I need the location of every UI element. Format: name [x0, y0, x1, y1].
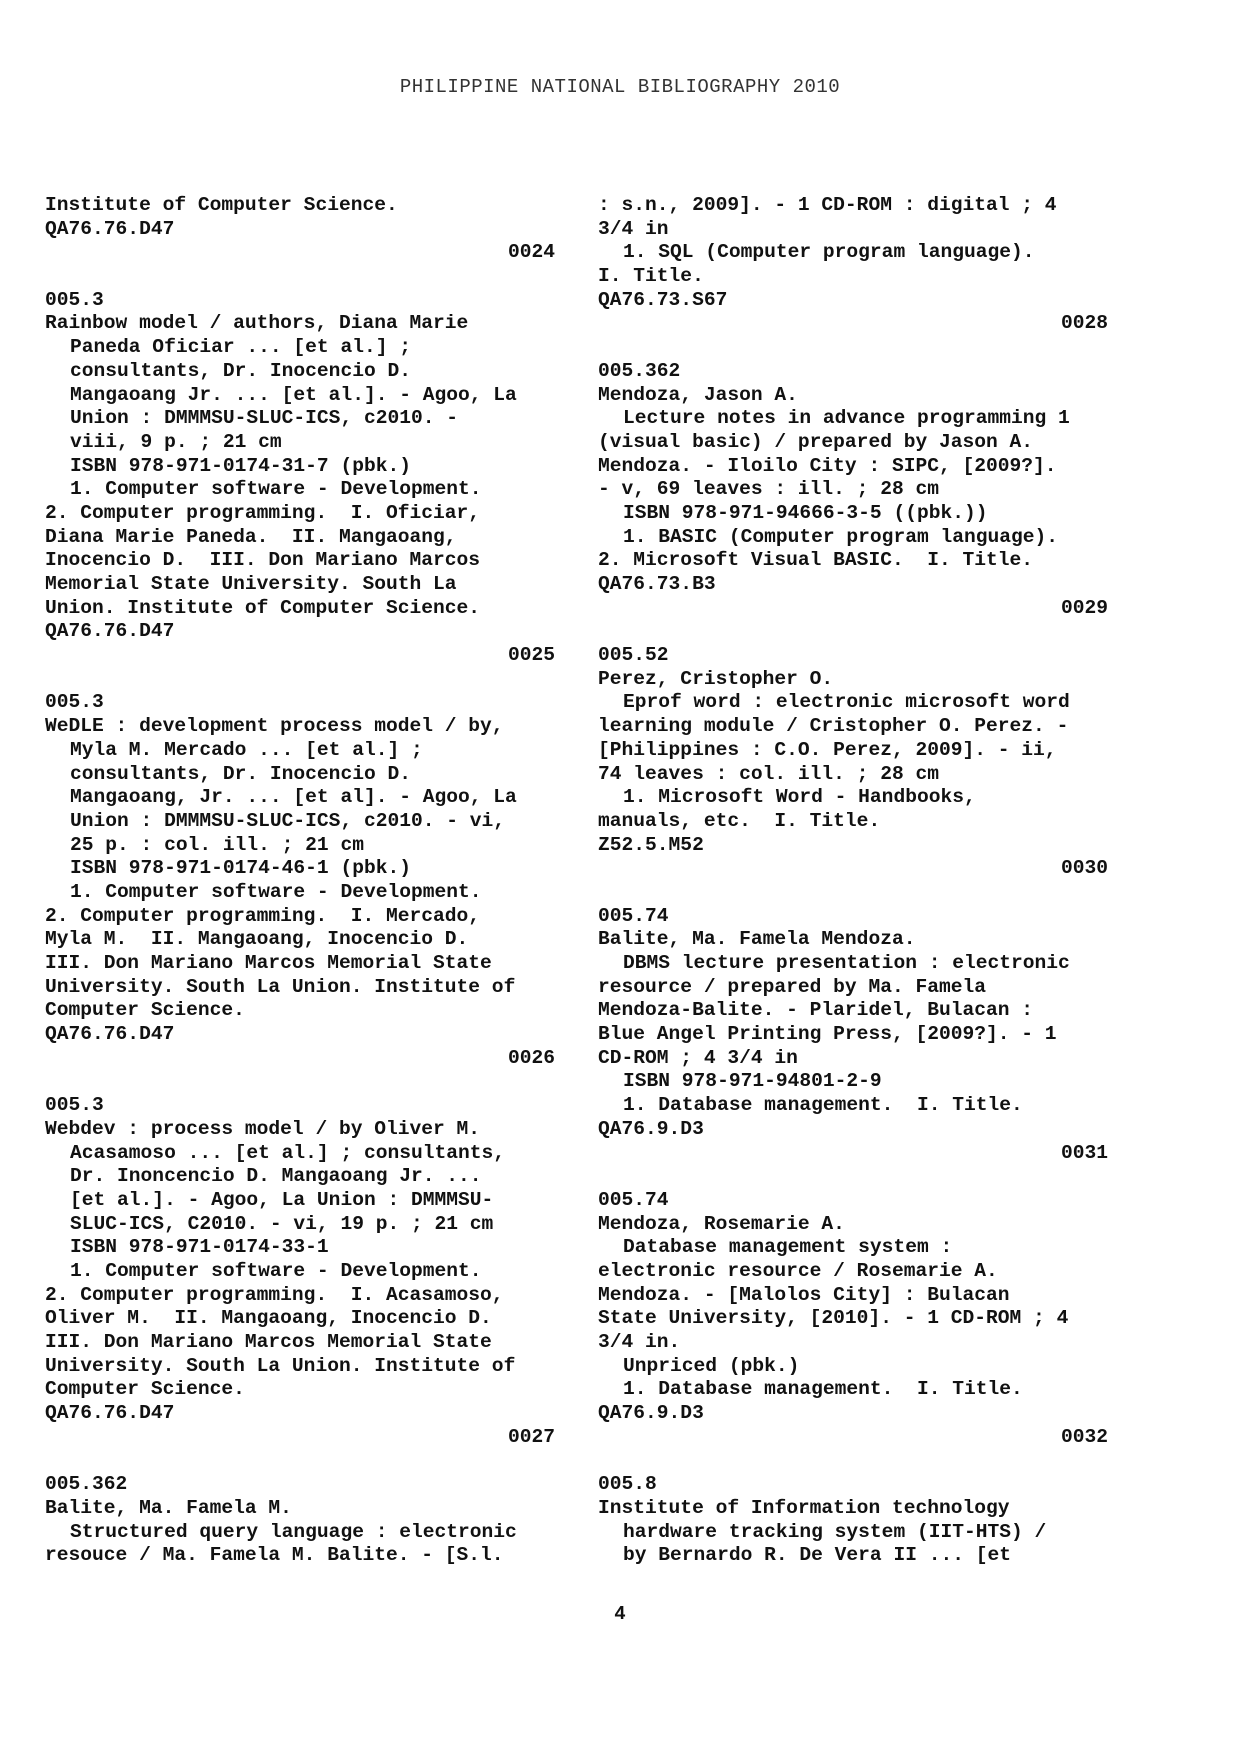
text-line: ISBN 978-971-94801-2-9	[623, 1070, 882, 1093]
text-line: 2. Microsoft Visual BASIC. I. Title.	[598, 549, 1034, 572]
text-line: Blue Angel Printing Press, [2009?]. - 1	[598, 1023, 1057, 1046]
entry-number: 0031	[1060, 1141, 1108, 1164]
text-line: SLUC-ICS, C2010. - vi, 19 p. ; 21 cm	[70, 1212, 494, 1235]
right-column	[598, 194, 1108, 1568]
text-line: Perez, Cristopher O.	[598, 667, 834, 690]
text-line: 005.8	[598, 1473, 657, 1496]
running-header: PHILIPPINE NATIONAL BIBLIOGRAPHY 2010	[399, 76, 841, 98]
entry-number: 0029	[1060, 596, 1108, 619]
left-column	[45, 194, 555, 1568]
blank-line	[598, 881, 1108, 905]
text-line: QA76.76.D47	[45, 1402, 175, 1425]
text-line: 1. Computer software - Development.	[70, 478, 482, 501]
entry-number: 0025	[507, 644, 555, 667]
text-line: manuals, etc. I. Title.	[598, 809, 881, 832]
text-line: [et al.]. - Agoo, La Union : DMMMSU-	[70, 1188, 494, 1211]
text-line: Union. Institute of Computer Science.	[45, 596, 481, 619]
text-line: (visual basic) / prepared by Jason A.	[598, 430, 1034, 453]
text-line: Lecture notes in advance programming 1	[623, 407, 1070, 430]
text-line: Union : DMMMSU-SLUC-ICS, c2010. - vi,	[70, 809, 506, 832]
text-line: consultants, Dr. Inocencio D.	[70, 359, 411, 382]
text-line: hardware tracking system (IIT-HTS) /	[623, 1520, 1047, 1543]
text-line: Institute of Information technology	[598, 1496, 1010, 1519]
text-line: 1. BASIC (Computer program language).	[623, 525, 1059, 548]
text-line: Paneda Oficiar ... [et al.] ;	[70, 336, 411, 359]
text-line: 2. Computer programming. I. Acasamoso,	[45, 1283, 504, 1306]
text-line: I. Title.	[598, 265, 704, 288]
text-line: 2. Computer programming. I. Mercado,	[45, 904, 481, 927]
text-line: 005.3	[45, 1094, 104, 1117]
text-line: Mendoza, Rosemarie A.	[598, 1212, 845, 1235]
text-line: State University, [2010]. - 1 CD-ROM ; 4	[598, 1307, 1069, 1330]
blank-line	[45, 668, 555, 692]
text-line: Mendoza-Balite. - Plaridel, Bulacan :	[598, 999, 1034, 1022]
text-line: Z52.5.M52	[598, 833, 704, 856]
text-line: Mendoza. - [Malolos City] : Bulacan	[598, 1283, 1010, 1306]
text-line: Database management system :	[623, 1236, 953, 1259]
text-line: Institute of Computer Science.	[45, 194, 398, 216]
text-line: III. Don Mariano Marcos Memorial State	[45, 952, 492, 974]
text-line: Unpriced (pbk.)	[623, 1354, 800, 1377]
text-line: electronic resource / Rosemarie A.	[598, 1259, 998, 1282]
text-line: Structured query language : electronic	[70, 1520, 517, 1543]
text-line: Union : DMMMSU-SLUC-ICS, c2010. -	[70, 407, 459, 430]
text-line: QA76.76.D47	[45, 620, 175, 643]
text-line: Computer Science.	[45, 1378, 245, 1401]
text-line: by Bernardo R. De Vera II ... [et	[623, 1544, 1012, 1567]
text-line: viii, 9 p. ; 21 cm	[70, 430, 282, 453]
text-line: resource / prepared by Ma. Famela	[598, 975, 987, 998]
text-line: Myla M. Mercado ... [et al.] ;	[70, 738, 423, 761]
text-line: CD-ROM ; 4 3/4 in	[598, 1046, 798, 1069]
text-line: Eprof word : electronic microsoft word	[623, 691, 1070, 714]
text-line: QA76.73.B3	[598, 573, 716, 595]
text-line: DBMS lecture presentation : electronic	[623, 952, 1070, 974]
text-line: 25 p. : col. ill. ; 21 cm	[70, 833, 364, 856]
text-line: Mangaoang, Jr. ... [et al]. - Agoo, La	[70, 786, 517, 809]
text-line: 2. Computer programming. I. Oficiar,	[45, 501, 481, 524]
text-line: Balite, Ma. Famela M.	[45, 1496, 292, 1519]
text-line: University. South La Union. Institute of	[45, 975, 516, 998]
text-line: - v, 69 leaves : ill. ; 28 cm	[598, 478, 939, 501]
text-line: 005.74	[598, 904, 669, 927]
blank-line	[598, 336, 1108, 360]
text-line: Myla M. II. Mangaoang, Inocencio D.	[45, 928, 469, 951]
text-line: 1. SQL (Computer program language).	[623, 241, 1035, 264]
text-line: resouce / Ma. Famela M. Balite. - [S.l.	[45, 1544, 504, 1567]
blank-line	[598, 620, 1108, 644]
text-line: 3/4 in.	[598, 1331, 681, 1353]
text-line: Balite, Ma. Famela Mendoza.	[598, 928, 916, 951]
text-line: 1. Microsoft Word - Handbooks,	[623, 786, 976, 809]
text-line: Webdev : process model / by Oliver M.	[45, 1117, 481, 1140]
page-number: 4	[614, 1603, 626, 1625]
text-line: 1. Computer software - Development.	[70, 880, 482, 903]
text-line: Mendoza. - Iloilo City : SIPC, [2009?].	[598, 454, 1057, 477]
text-line: Computer Science.	[45, 999, 245, 1022]
text-line: QA76.76.D47	[45, 1023, 175, 1046]
text-line: Mangaoang Jr. ... [et al.]. - Agoo, La	[70, 383, 517, 406]
text-line: 005.74	[598, 1188, 669, 1211]
entry-number: 0030	[1060, 857, 1108, 880]
text-line: 1. Database management. I. Title.	[623, 1094, 1023, 1117]
entry-number: 0024	[507, 241, 555, 264]
text-line: III. Don Mariano Marcos Memorial State	[45, 1331, 492, 1353]
text-line: Acasamoso ... [et al.] ; consultants,	[70, 1141, 506, 1164]
entry-number: 0027	[507, 1425, 555, 1448]
text-line: 005.52	[598, 644, 669, 667]
text-line: consultants, Dr. Inocencio D.	[70, 762, 411, 785]
text-line: Rainbow model / authors, Diana Marie	[45, 312, 469, 335]
text-line: : s.n., 2009]. - 1 CD-ROM : digital ; 4	[598, 194, 1057, 216]
blank-line	[598, 1165, 1108, 1189]
entry-number: 0028	[1060, 312, 1108, 335]
text-line: ISBN 978-971-0174-33-1	[70, 1236, 329, 1259]
text-line: Inocencio D. III. Don Mariano Marcos	[45, 549, 481, 572]
text-line: 1. Database management. I. Title.	[623, 1378, 1023, 1401]
text-line: Oliver M. II. Mangaoang, Inocencio D.	[45, 1307, 492, 1330]
text-line: QA76.76.D47	[45, 217, 175, 240]
text-line: University. South La Union. Institute of	[45, 1354, 516, 1377]
entry-number: 0032	[1060, 1425, 1108, 1448]
blank-line	[598, 1449, 1108, 1473]
blank-line	[45, 1070, 555, 1094]
text-line: 005.3	[45, 691, 104, 714]
text-line: Mendoza, Jason A.	[598, 383, 798, 406]
text-line: ISBN 978-971-0174-46-1 (pbk.)	[70, 857, 411, 880]
text-line: 005.362	[598, 359, 681, 382]
text-line: WeDLE : development process model / by,	[45, 715, 504, 738]
text-line: [Philippines : C.O. Perez, 2009]. - ii,	[598, 738, 1057, 761]
text-line: Diana Marie Paneda. II. Mangaoang,	[45, 525, 457, 548]
text-line: 005.362	[45, 1473, 128, 1496]
text-line: QA76.9.D3	[598, 1402, 704, 1425]
text-line: learning module / Cristopher O. Perez. -	[598, 715, 1069, 738]
text-line: 3/4 in	[598, 217, 669, 240]
text-line: Memorial State University. South La	[45, 573, 457, 595]
blank-line	[45, 265, 555, 289]
blank-line	[45, 1449, 555, 1473]
text-line: ISBN 978-971-0174-31-7 (pbk.)	[70, 454, 411, 477]
text-line: 1. Computer software - Development.	[70, 1259, 482, 1282]
text-line: ISBN 978-971-94666-3-5 ((pbk.))	[623, 501, 988, 524]
text-line: Dr. Inoncencio D. Mangaoang Jr. ...	[70, 1165, 482, 1188]
entry-number: 0026	[507, 1046, 555, 1069]
text-line: QA76.9.D3	[598, 1117, 704, 1140]
text-line: QA76.73.S67	[598, 288, 728, 311]
text-line: 005.3	[45, 288, 104, 311]
text-line: 74 leaves : col. ill. ; 28 cm	[598, 762, 939, 785]
